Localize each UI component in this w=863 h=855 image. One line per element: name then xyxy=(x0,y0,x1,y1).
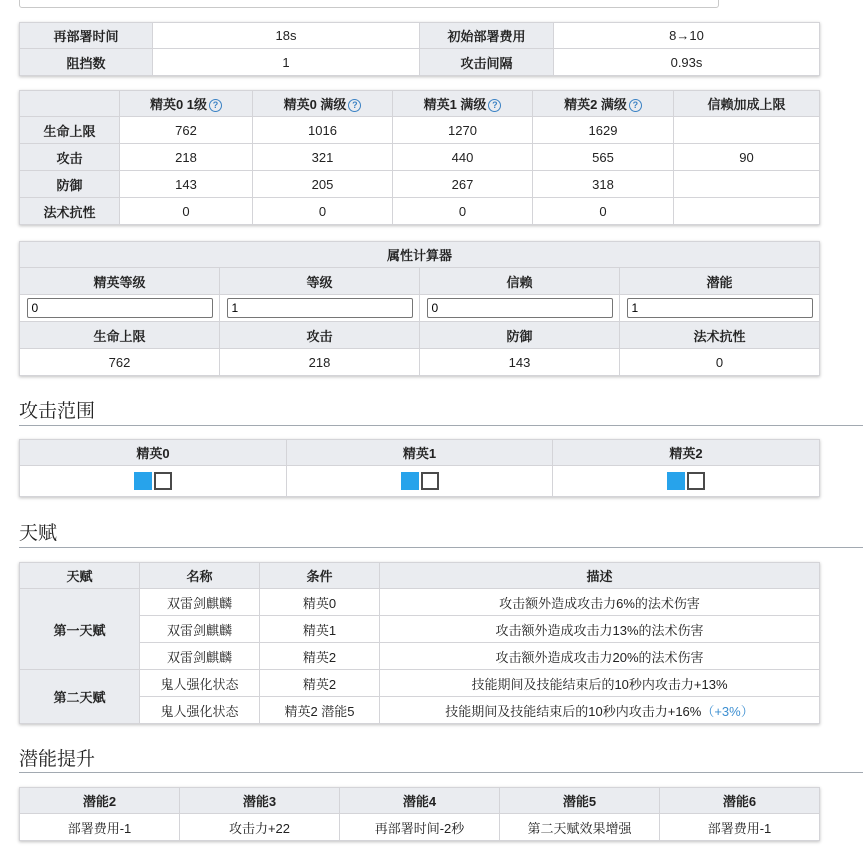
potential-header: 潜能4 xyxy=(340,788,500,814)
talent-name: 双雷剑麒麟 xyxy=(140,589,260,616)
block-value: 1 xyxy=(153,49,420,76)
calc-result-def: 143 xyxy=(420,349,620,376)
stats-cell: 440 xyxy=(393,144,533,171)
top-input-box xyxy=(19,0,719,8)
stats-header-e1-max xyxy=(393,91,533,117)
potential-section-title: 潜能提升 xyxy=(19,748,96,770)
talent-condition: 精英1 xyxy=(260,616,380,643)
range-header-e0: 精英0 xyxy=(20,440,287,466)
help-icon[interactable]: ? xyxy=(348,99,361,112)
trust-empty xyxy=(674,198,820,225)
stats-cell: 0 xyxy=(120,198,253,225)
talent-name: 双雷剑麒麟 xyxy=(140,616,260,643)
stats-header-label: 精英1 满级 xyxy=(423,97,487,112)
talent-condition: 精英0 xyxy=(260,589,380,616)
talent-header: 名称 xyxy=(140,563,260,589)
calc-result-label: 生命上限 xyxy=(20,322,220,349)
stats-cell: 1629 xyxy=(533,117,674,144)
talent-name: 鬼人强化状态 xyxy=(140,670,260,697)
calc-input-cell xyxy=(620,295,820,322)
talent-group-first: 第一天赋 xyxy=(20,589,140,670)
stats-cell: 205 xyxy=(253,171,393,198)
potential-header: 潜能3 xyxy=(180,788,340,814)
calc-result-label: 攻击 xyxy=(220,322,420,349)
talent-header: 条件 xyxy=(260,563,380,589)
stats-header-label: 精英0 1级 xyxy=(149,97,208,112)
trust-empty xyxy=(674,117,820,144)
calc-result-atk: 218 xyxy=(220,349,420,376)
range-cell-self xyxy=(401,472,419,490)
potential-input[interactable] xyxy=(627,298,813,318)
section-divider xyxy=(19,547,863,548)
help-icon[interactable]: ? xyxy=(488,99,501,112)
calc-result-label: 防御 xyxy=(420,322,620,349)
help-icon[interactable]: ? xyxy=(209,99,222,112)
calc-result-label: 法术抗性 xyxy=(620,322,820,349)
range-section-title: 攻击范围 xyxy=(19,400,96,422)
stats-cell: 1016 xyxy=(253,117,393,144)
talent-description xyxy=(380,697,820,724)
stats-header-e2-max xyxy=(533,91,674,117)
stats-cell: 0 xyxy=(393,198,533,225)
stats-cell: 318 xyxy=(533,171,674,198)
stats-row-label: 攻击 xyxy=(20,144,120,171)
talent-section-title: 天赋 xyxy=(19,522,58,544)
calc-result-hp: 762 xyxy=(20,349,220,376)
trust-input[interactable] xyxy=(427,298,613,318)
interval-label: 攻击间隔 xyxy=(420,49,554,76)
stats-cell: 1270 xyxy=(393,117,533,144)
elite-level-input[interactable] xyxy=(27,298,213,318)
talent-condition: 精英2 xyxy=(260,670,380,697)
potential-value: 再部署时间-2秒 xyxy=(340,814,500,841)
stats-cell: 267 xyxy=(393,171,533,198)
stats-cell: 143 xyxy=(120,171,253,198)
range-header-e1: 精英1 xyxy=(287,440,553,466)
stats-header-e0-1 xyxy=(120,91,253,117)
trust-empty xyxy=(674,171,820,198)
potential-value: 攻击力+22 xyxy=(180,814,340,841)
talent-condition: 精英2 xyxy=(260,643,380,670)
deploy-table xyxy=(19,22,820,76)
range-grid xyxy=(287,466,553,497)
level-input[interactable] xyxy=(227,298,413,318)
stats-header-label: 精英2 满级 xyxy=(564,97,627,112)
stats-cell: 0 xyxy=(253,198,393,225)
stats-cell: 321 xyxy=(253,144,393,171)
potential-header: 潜能6 xyxy=(660,788,820,814)
attribute-calculator xyxy=(19,241,820,376)
talent-group-second: 第二天赋 xyxy=(20,670,140,724)
talent-condition: 精英2 潜能5 xyxy=(260,697,380,724)
stats-row-label: 法术抗性 xyxy=(20,198,120,225)
potential-value: 部署费用-1 xyxy=(660,814,820,841)
redeploy-value: 18s xyxy=(153,23,420,49)
potential-value: 部署费用-1 xyxy=(20,814,180,841)
stats-cell: 762 xyxy=(120,117,253,144)
range-cell-self xyxy=(667,472,685,490)
stats-header-e0-max xyxy=(253,91,393,117)
talent-name: 双雷剑麒麟 xyxy=(140,643,260,670)
stats-cell: 565 xyxy=(533,144,674,171)
cost-label: 初始部署费用 xyxy=(420,23,554,49)
range-cell-self xyxy=(134,472,152,490)
potential-value: 第二天赋效果增强 xyxy=(500,814,660,841)
calculator-title: 属性计算器 xyxy=(20,242,820,268)
redeploy-label: 再部署时间 xyxy=(20,23,153,49)
range-grid xyxy=(553,466,820,497)
stats-header-trust: 信赖加成上限 xyxy=(674,91,820,117)
help-icon[interactable]: ? xyxy=(629,99,642,112)
stats-header-label: 精英0 满级 xyxy=(283,97,347,112)
potential-header: 潜能5 xyxy=(500,788,660,814)
calc-label-level: 等级 xyxy=(220,268,420,295)
talent-bonus-note: （+3%） xyxy=(701,703,754,719)
calc-result-res: 0 xyxy=(620,349,820,376)
attack-range-table xyxy=(19,439,820,497)
cost-value: 8→10 xyxy=(554,23,820,49)
talent-header: 描述 xyxy=(380,563,820,589)
stats-cell: 218 xyxy=(120,144,253,171)
talent-description: 技能期间及技能结束后的10秒内攻击力+13% xyxy=(380,670,820,697)
stats-table xyxy=(19,90,820,225)
section-divider xyxy=(19,772,863,773)
talent-description: 攻击额外造成攻击力20%的法术伤害 xyxy=(380,643,820,670)
interval-value: 0.93s xyxy=(554,49,820,76)
block-label: 阻挡数 xyxy=(20,49,153,76)
stats-corner xyxy=(20,91,120,117)
talent-description: 攻击额外造成攻击力13%的法术伤害 xyxy=(380,616,820,643)
potential-table xyxy=(19,787,820,841)
range-cell-attack xyxy=(421,472,439,490)
calc-input-cell xyxy=(20,295,220,322)
calc-label-trust: 信赖 xyxy=(420,268,620,295)
calc-input-cell xyxy=(220,295,420,322)
range-grid xyxy=(20,466,287,497)
talent-description: 攻击额外造成攻击力6%的法术伤害 xyxy=(380,589,820,616)
stats-cell: 0 xyxy=(533,198,674,225)
talent-table xyxy=(19,562,820,724)
range-header-e2: 精英2 xyxy=(553,440,820,466)
trust-bonus-value: 90 xyxy=(674,144,820,171)
calc-input-cell xyxy=(420,295,620,322)
stats-row-label: 生命上限 xyxy=(20,117,120,144)
talent-description-text: 技能期间及技能结束后的10秒内攻击力+16% xyxy=(445,703,702,719)
calc-label-potential: 潜能 xyxy=(620,268,820,295)
section-divider xyxy=(19,425,863,426)
range-cell-attack xyxy=(154,472,172,490)
calc-label-elite: 精英等级 xyxy=(20,268,220,295)
talent-header: 天赋 xyxy=(20,563,140,589)
potential-header: 潜能2 xyxy=(20,788,180,814)
range-cell-attack xyxy=(687,472,705,490)
talent-name: 鬼人强化状态 xyxy=(140,697,260,724)
stats-row-label: 防御 xyxy=(20,171,120,198)
